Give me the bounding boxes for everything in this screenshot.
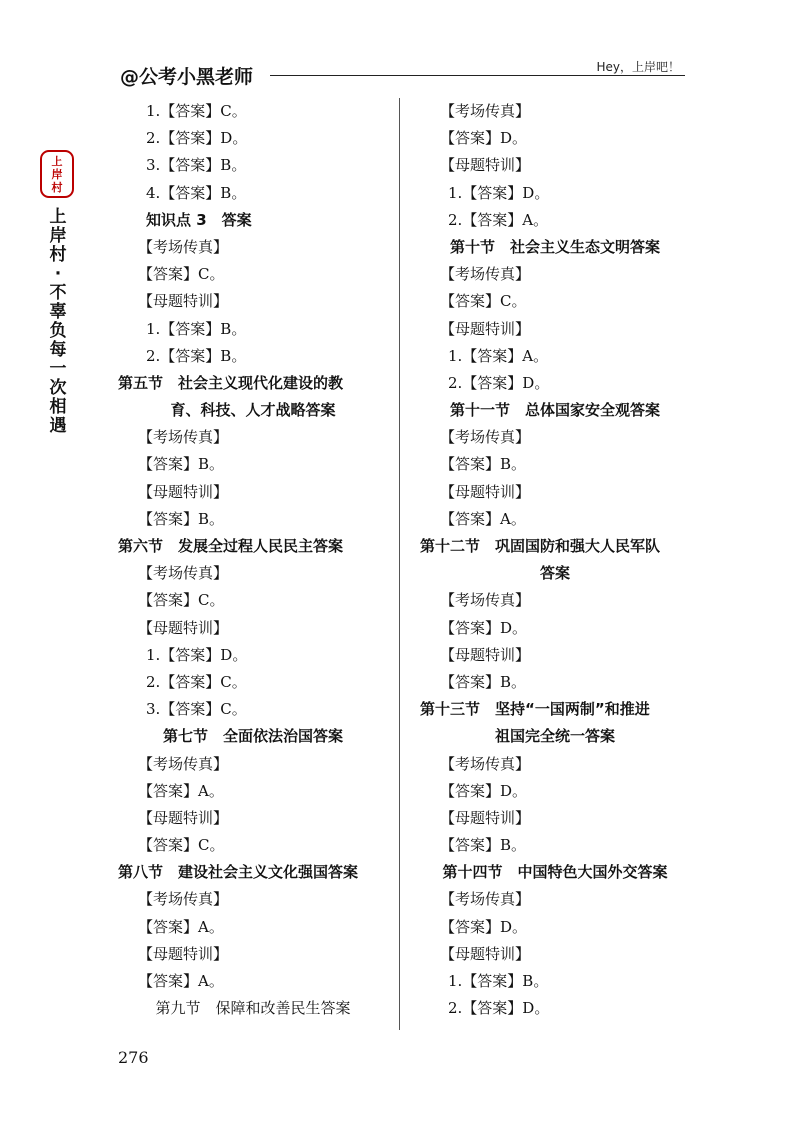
answer-line: 【答案】D。: [440, 129, 528, 148]
page-number: 276: [118, 1048, 149, 1067]
left-column: [118, 98, 388, 1022]
answer-line: 【答案】C。: [440, 292, 527, 311]
seal-char: 上: [51, 154, 63, 168]
answer-line: 【答案】D。: [440, 917, 528, 936]
section-heading: 第十三节 坚持“一国两制”和推进: [420, 700, 650, 719]
seal-char: 岸: [51, 167, 63, 181]
answer-line: 【答案】A。: [440, 509, 526, 528]
side-seal-logo: [40, 150, 74, 198]
answer-line: 【母题特训】: [440, 319, 531, 338]
answer-line: 1.【答案】D。: [448, 183, 550, 202]
answer-line: 1.【答案】D。: [146, 645, 248, 664]
section-heading: 知识点 3 答案: [146, 210, 252, 229]
side-vertical-text: 上岸村·不辜负每一次相遇: [49, 207, 67, 436]
section-heading: 第十一节 总体国家安全观答案: [449, 401, 660, 420]
answer-line: 3.【答案】B。: [146, 156, 247, 175]
answer-line: 【考场传真】: [138, 428, 229, 447]
answer-line: 【答案】D。: [440, 618, 528, 637]
section-heading: 第九节 保障和改善民生答案: [155, 999, 351, 1018]
answer-line: 【母题特训】: [138, 944, 229, 963]
answer-line: 【考场传真】: [440, 890, 531, 909]
answer-line: 【答案】C。: [138, 265, 225, 284]
right-column: [420, 98, 690, 1022]
answer-line: 【母题特训】: [440, 808, 531, 827]
answer-line: 【考场传真】: [440, 428, 531, 447]
answer-line: 【答案】A。: [138, 972, 224, 990]
answer-line: 【答案】B。: [440, 672, 527, 691]
answer-line: 2.【答案】A。: [448, 210, 549, 229]
answer-line: 【答案】B。: [440, 836, 527, 855]
answer-line: 1.【答案】C。: [146, 102, 247, 120]
answer-line: 【母题特训】: [138, 618, 229, 637]
answer-line: 【考场传真】: [440, 265, 531, 284]
section-heading: 育、科技、人才战略答案: [170, 401, 336, 420]
header-author: @公考小黑老师: [120, 66, 254, 88]
header-slogan: Hey，上岸吧！: [596, 60, 680, 74]
answer-line: 1.【答案】B。: [146, 319, 247, 338]
answer-line: 2.【答案】C。: [146, 672, 247, 691]
answer-line: 【答案】C。: [138, 591, 225, 610]
answer-line: 【答案】B。: [138, 509, 225, 528]
answer-line: 2.【答案】D。: [448, 373, 550, 392]
answer-line: 【考场传真】: [440, 754, 531, 773]
section-heading: 第八节 建设社会主义文化强国答案: [118, 863, 359, 882]
answer-line: 2.【答案】B。: [146, 346, 247, 365]
section-heading: 第十节 社会主义生态文明答案: [449, 237, 660, 256]
answer-line: 【母题特训】: [138, 808, 229, 827]
answer-line: 【考场传真】: [138, 237, 229, 256]
section-heading: 第六节 发展全过程人民民主答案: [118, 537, 344, 555]
answer-line: 【考场传真】: [138, 754, 229, 773]
section-heading: 第十二节 巩固国防和强大人民军队: [420, 537, 661, 555]
answer-line: 3.【答案】C。: [146, 700, 247, 719]
column-divider: [399, 98, 400, 1030]
answer-line: 【考场传真】: [440, 102, 531, 120]
answer-line: 1.【答案】B。: [448, 972, 549, 990]
answer-line: 2.【答案】D。: [146, 129, 248, 148]
answer-line: 【答案】D。: [440, 781, 528, 800]
answer-line: 【母题特训】: [440, 482, 531, 501]
answer-line: 【答案】B。: [138, 455, 225, 474]
answer-line: 【母题特训】: [440, 944, 531, 963]
section-heading: 祖国完全统一答案: [494, 727, 615, 746]
section-heading: 第五节 社会主义现代化建设的教: [118, 373, 344, 392]
answer-line: 【答案】A。: [138, 917, 224, 936]
answer-line: 【答案】C。: [138, 836, 225, 855]
answer-line: 1.【答案】A。: [448, 346, 549, 365]
section-heading: 第十四节 中国特色大国外交答案: [442, 863, 668, 882]
answer-line: 【母题特训】: [440, 645, 531, 664]
answer-line: 【考场传真】: [138, 890, 229, 909]
answer-line: 4.【答案】B。: [146, 183, 247, 202]
header-rule: [270, 75, 685, 76]
answer-line: 2.【答案】D。: [448, 999, 550, 1018]
seal-char: 村: [51, 180, 63, 194]
answer-line: 【母题特训】: [138, 292, 229, 311]
section-heading: 答案: [539, 564, 570, 583]
answer-line: 【答案】B。: [440, 455, 527, 474]
answer-line: 【答案】A。: [138, 781, 224, 800]
answer-line: 【母题特训】: [138, 482, 229, 501]
answer-line: 【考场传真】: [440, 591, 531, 610]
answer-line: 【母题特训】: [440, 156, 531, 175]
section-heading: 第七节 全面依法治国答案: [162, 727, 343, 746]
answer-line: 【考场传真】: [138, 564, 229, 583]
